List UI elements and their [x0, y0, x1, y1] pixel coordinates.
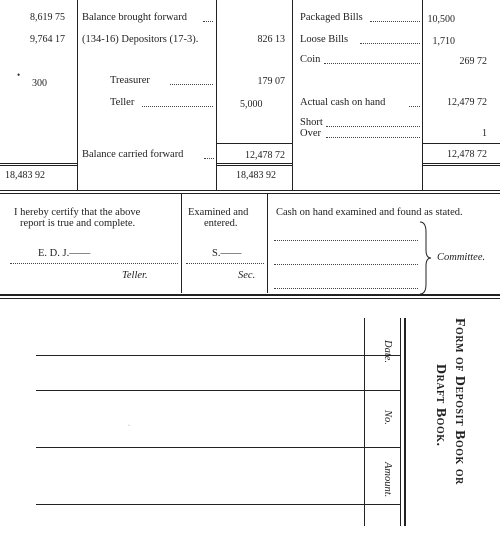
total-rule [0, 165, 77, 166]
middle-total: 18,483 92 [236, 170, 276, 181]
bullet-mark: • [17, 70, 21, 80]
ledger-rule [422, 0, 423, 190]
right-total: 12,478 72 [447, 149, 487, 160]
section-rule [181, 193, 182, 293]
cash-label: Actual cash on hand [300, 97, 386, 108]
ledger-rule [216, 0, 217, 190]
total-rule [422, 143, 500, 144]
ledger-rule [77, 0, 78, 190]
header-rule [364, 447, 400, 448]
amount-column-header: Amount. [382, 462, 393, 498]
ledger-row-label: Teller [110, 97, 135, 108]
total-rule [216, 165, 292, 166]
entry-line [36, 390, 401, 391]
header-rule [404, 318, 406, 526]
ledger-row-label: Balance brought forward [82, 12, 187, 23]
header-rule [400, 318, 401, 526]
cash-amount: 1,710 [432, 36, 455, 47]
ledger-amount: 5,000 [240, 99, 263, 110]
leader-dots [170, 84, 213, 85]
leader-dots [204, 158, 214, 159]
date-column-header: Date. [382, 340, 393, 364]
no-column-header: No. [382, 410, 393, 425]
teller-signature: E. D. J.—— [38, 248, 91, 259]
certify-text: report is true and complete. [20, 218, 136, 229]
section-bottom-rule [0, 298, 500, 299]
form-title: Draft Book. [433, 364, 448, 447]
examined-text: entered. [204, 218, 238, 229]
leader-dots [360, 43, 420, 44]
teller-role: Teller. [122, 270, 148, 281]
ledger-row-label: (134-16) Depositors (17-3). [82, 34, 199, 45]
ledger-bottom-rule [0, 193, 500, 194]
leader-dots [203, 21, 213, 22]
leader-dots [409, 106, 420, 107]
ledger-row-label: Balance carried forward [82, 149, 184, 160]
sec-role: Sec. [238, 270, 256, 281]
ledger-amount: 179 07 [257, 76, 285, 87]
leader-dots [370, 21, 420, 22]
total-rule [216, 163, 292, 164]
leader-dots [326, 126, 420, 127]
ledger-amount: 826 13 [257, 34, 285, 45]
committee-line [274, 264, 418, 265]
header-rule [364, 390, 400, 391]
section-bottom-rule [0, 294, 500, 296]
leader-dots [326, 137, 420, 138]
examined-text: Examined and [188, 207, 249, 218]
entry-line [36, 504, 401, 505]
ledger-rule [292, 0, 293, 190]
entry-line [36, 355, 401, 356]
cash-amount: 1 [482, 128, 487, 139]
left-amount: 9,764 17 [30, 34, 65, 45]
total-rule [0, 163, 77, 164]
cash-amount: 269 72 [459, 56, 487, 67]
cash-label: Short [300, 117, 323, 128]
ledger-amount: 12,478 72 [245, 150, 285, 161]
entry-line [36, 447, 401, 448]
total-rule [422, 165, 500, 166]
ledger-row-label: Treasurer [110, 75, 150, 86]
cash-label: Over [300, 128, 321, 139]
cash-amount: 12,479 72 [447, 97, 487, 108]
left-total: 18,483 92 [5, 170, 45, 181]
cash-examined-text: Cash on hand examined and found as stated. [276, 207, 463, 218]
speck-mark: · [128, 423, 130, 429]
cash-amount: 10,500 [427, 14, 455, 25]
total-rule [216, 143, 292, 144]
committee-line [274, 240, 418, 241]
cash-label: Packaged Bills [300, 12, 363, 23]
cash-label: Loose Bills [300, 34, 349, 45]
committee-label: Committee. [437, 252, 486, 263]
sec-signature: S.—— [212, 248, 242, 259]
leader-dots [324, 63, 420, 64]
form-title: Form of Deposit Book or [452, 318, 467, 485]
leader-dots [142, 106, 213, 107]
certify-text: I hereby certify that the above [14, 207, 141, 218]
cash-label: Coin [300, 54, 321, 65]
ledger-bottom-rule [0, 190, 500, 191]
committee-line [274, 288, 418, 289]
signature-line [10, 263, 178, 264]
left-amount: 300 [32, 78, 47, 89]
total-rule [422, 163, 500, 164]
header-rule [364, 318, 365, 526]
signature-line [186, 263, 264, 264]
committee-brace [418, 220, 432, 296]
section-rule [267, 193, 268, 293]
left-amount: 8,619 75 [30, 12, 65, 23]
